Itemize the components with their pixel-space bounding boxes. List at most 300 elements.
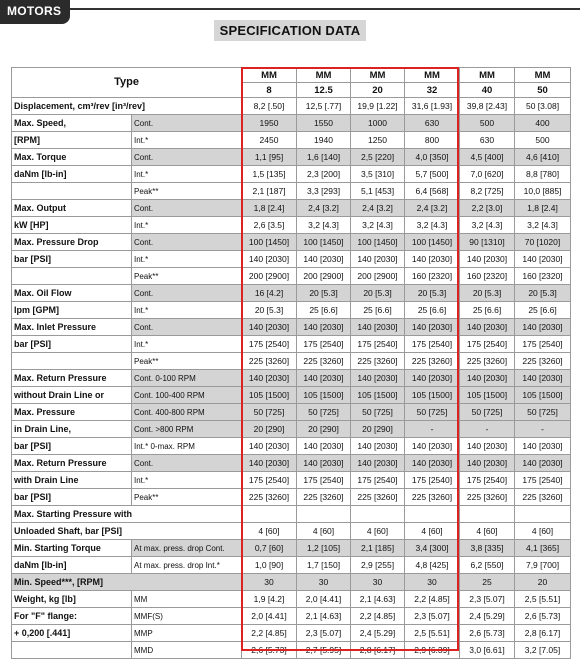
value-cell: 400: [515, 115, 571, 132]
value-cell: 20 [5.3]: [460, 285, 515, 302]
value-cell: 50 [725]: [460, 404, 515, 421]
value-cell: 12,5 [.77]: [297, 98, 351, 115]
value-cell: 100 [1450]: [242, 234, 297, 251]
value-cell: 5,7 [500]: [405, 166, 460, 183]
row-label: [12, 353, 132, 370]
value-cell: 630: [460, 132, 515, 149]
table-row: [12, 557, 571, 574]
row-condition: MM: [132, 591, 242, 608]
value-cell: 225 [3260]: [460, 353, 515, 370]
value-cell: 20 [290]: [242, 421, 297, 438]
value-cell: 140 [2030]: [515, 251, 571, 268]
value-cell: 2,6 [3.5]: [242, 217, 297, 234]
value-cell: 175 [2540]: [460, 336, 515, 353]
value-cell: -: [515, 421, 571, 438]
table-row: [12, 319, 571, 336]
table-row: [12, 387, 571, 404]
row-condition: Int.*: [132, 132, 242, 149]
model-size: 12.5: [297, 83, 351, 98]
value-cell: 4,0 [350]: [405, 149, 460, 166]
value-cell: 105 [1500]: [460, 387, 515, 404]
value-cell: -: [460, 421, 515, 438]
value-cell: 140 [2030]: [515, 438, 571, 455]
table-row: [12, 251, 571, 268]
value-cell: 2,3 [5.07]: [297, 625, 351, 642]
table-row: [12, 591, 571, 608]
row-label: Max. Output: [12, 200, 132, 217]
row-label: kW [HP]: [12, 217, 132, 234]
value-cell: 25: [460, 574, 515, 591]
value-cell: 140 [2030]: [351, 251, 405, 268]
value-cell: 2,4 [3.2]: [297, 200, 351, 217]
row-label: Max. Return Pressure: [12, 455, 132, 472]
value-cell: 140 [2030]: [405, 319, 460, 336]
value-cell: 225 [3260]: [242, 353, 297, 370]
value-cell: 100 [1450]: [297, 234, 351, 251]
value-cell: 4 [60]: [405, 523, 460, 540]
table-row: [12, 268, 571, 285]
value-cell: 225 [3260]: [515, 489, 571, 506]
value-cell: 6,4 [568]: [405, 183, 460, 200]
table-row: [12, 574, 571, 591]
row-label: with Drain Line: [12, 472, 132, 489]
value-cell: 175 [2540]: [405, 336, 460, 353]
value-cell: 105 [1500]: [405, 387, 460, 404]
row-condition: Peak**: [132, 268, 242, 285]
row-condition: Cont. 0-100 RPM: [132, 370, 242, 387]
value-cell: 4 [60]: [515, 523, 571, 540]
row-condition: Cont.: [132, 200, 242, 217]
value-cell: 10,0 [885]: [515, 183, 571, 200]
model-header: MM: [405, 68, 460, 83]
value-cell: 4,5 [400]: [460, 149, 515, 166]
value-cell: 2,1 [4.63]: [351, 591, 405, 608]
model-header: MM: [460, 68, 515, 83]
value-cell: 1,1 [95]: [242, 149, 297, 166]
value-cell: 1940: [297, 132, 351, 149]
value-cell: 50 [3.08]: [515, 98, 571, 115]
value-cell: 20 [5.3]: [515, 285, 571, 302]
value-cell: 3,3 [293]: [297, 183, 351, 200]
value-cell: 200 [2900]: [351, 268, 405, 285]
value-cell: 140 [2030]: [460, 251, 515, 268]
row-label: in Drain Line,: [12, 421, 132, 438]
row-condition: At max. press. drop Cont.: [132, 540, 242, 557]
value-cell: 630: [405, 115, 460, 132]
row-condition: Peak**: [132, 353, 242, 370]
value-cell: 30: [351, 574, 405, 591]
value-cell: 2,1 [185]: [351, 540, 405, 557]
value-cell: 140 [2030]: [405, 455, 460, 472]
value-cell: 140 [2030]: [242, 455, 297, 472]
value-cell: 1,2 [105]: [297, 540, 351, 557]
value-cell: 20: [515, 574, 571, 591]
model-header: MM: [297, 68, 351, 83]
value-cell: 50 [725]: [515, 404, 571, 421]
value-cell: 4,6 [410]: [515, 149, 571, 166]
value-cell: 2450: [242, 132, 297, 149]
value-cell: 225 [3260]: [297, 353, 351, 370]
row-condition: Int.*: [132, 336, 242, 353]
value-cell: 1,0 [90]: [242, 557, 297, 574]
value-cell: 3,2 [4.3]: [405, 217, 460, 234]
value-cell: 140 [2030]: [405, 438, 460, 455]
table-row: [12, 115, 571, 132]
value-cell: 3,8 [335]: [460, 540, 515, 557]
value-cell: 175 [2540]: [351, 336, 405, 353]
value-cell: 175 [2540]: [515, 336, 571, 353]
row-label: Min. Starting Torque: [12, 540, 132, 557]
table-row: [12, 438, 571, 455]
row-label: Max. Starting Pressure with: [12, 506, 242, 523]
value-cell: [405, 506, 460, 523]
value-cell: 200 [2900]: [297, 268, 351, 285]
specification-table: [11, 67, 571, 659]
row-condition: Int.*: [132, 472, 242, 489]
value-cell: 105 [1500]: [351, 387, 405, 404]
value-cell: 1950: [242, 115, 297, 132]
table-row: [12, 200, 571, 217]
value-cell: 1,7 [150]: [297, 557, 351, 574]
value-cell: 140 [2030]: [242, 438, 297, 455]
value-cell: 175 [2540]: [297, 472, 351, 489]
value-cell: 3,2 [7.05]: [515, 642, 571, 659]
value-cell: 2,4 [5.29]: [460, 608, 515, 625]
row-condition: Int.*: [132, 302, 242, 319]
row-label: Max. Pressure: [12, 404, 132, 421]
value-cell: 0,7 [60]: [242, 540, 297, 557]
value-cell: 140 [2030]: [242, 370, 297, 387]
value-cell: [460, 506, 515, 523]
value-cell: 140 [2030]: [297, 455, 351, 472]
value-cell: 1,9 [4.2]: [242, 591, 297, 608]
row-label: Min. Speed***, [RPM]: [12, 574, 242, 591]
value-cell: 140 [2030]: [460, 319, 515, 336]
value-cell: 2,3 [5.07]: [405, 608, 460, 625]
value-cell: 140 [2030]: [351, 438, 405, 455]
value-cell: 30: [405, 574, 460, 591]
brand-name: MOTORS: [7, 4, 62, 18]
value-cell: 2,6 [5.73]: [515, 608, 571, 625]
value-cell: 140 [2030]: [297, 319, 351, 336]
row-condition: Int.*: [132, 251, 242, 268]
value-cell: 2,2 [4.85]: [405, 591, 460, 608]
table-row: [12, 540, 571, 557]
row-label: Max. Torque: [12, 149, 132, 166]
value-cell: 140 [2030]: [351, 370, 405, 387]
value-cell: 50 [725]: [297, 404, 351, 421]
row-label: [12, 642, 132, 659]
value-cell: 7,9 [700]: [515, 557, 571, 574]
row-condition: Cont.: [132, 115, 242, 132]
value-cell: 140 [2030]: [515, 455, 571, 472]
row-label: For "F" flange:: [12, 608, 132, 625]
row-condition: Peak**: [132, 489, 242, 506]
value-cell: [297, 506, 351, 523]
table-row: [12, 642, 571, 659]
row-condition: Cont.: [132, 234, 242, 251]
table-row: [12, 455, 571, 472]
value-cell: 6,2 [550]: [460, 557, 515, 574]
model-size: 20: [351, 83, 405, 98]
row-label: daNm [lb-in]: [12, 166, 132, 183]
value-cell: 225 [3260]: [405, 489, 460, 506]
model-size: 8: [242, 83, 297, 98]
row-label: Max. Inlet Pressure: [12, 319, 132, 336]
value-cell: 175 [2540]: [242, 472, 297, 489]
row-condition: Int.* 0-max. RPM: [132, 438, 242, 455]
value-cell: 2,9 [6.39]: [405, 642, 460, 659]
table-row: [12, 302, 571, 319]
value-cell: 7,0 [620]: [460, 166, 515, 183]
model-header: MM: [351, 68, 405, 83]
row-condition: Cont.: [132, 319, 242, 336]
row-condition: Cont.: [132, 285, 242, 302]
model-size: 50: [515, 83, 571, 98]
value-cell: 140 [2030]: [405, 251, 460, 268]
row-condition: Cont. 100-400 RPM: [132, 387, 242, 404]
row-label: Max. Speed,: [12, 115, 132, 132]
value-cell: 1,8 [2.4]: [242, 200, 297, 217]
table-row: [12, 608, 571, 625]
value-cell: 2,2 [3.0]: [460, 200, 515, 217]
row-label: bar [PSI]: [12, 438, 132, 455]
value-cell: 30: [297, 574, 351, 591]
value-cell: 2,6 [5.73]: [242, 642, 297, 659]
value-cell: 4,1 [365]: [515, 540, 571, 557]
value-cell: 2,9 [255]: [351, 557, 405, 574]
value-cell: 1,6 [140]: [297, 149, 351, 166]
value-cell: 800: [405, 132, 460, 149]
value-cell: 1,8 [2.4]: [515, 200, 571, 217]
row-condition: Int.*: [132, 217, 242, 234]
row-label: [RPM]: [12, 132, 132, 149]
value-cell: 4 [60]: [351, 523, 405, 540]
value-cell: 175 [2540]: [460, 472, 515, 489]
value-cell: 140 [2030]: [460, 455, 515, 472]
value-cell: 140 [2030]: [460, 438, 515, 455]
value-cell: 160 [2320]: [515, 268, 571, 285]
value-cell: 225 [3260]: [460, 489, 515, 506]
value-cell: 3,0 [6.61]: [460, 642, 515, 659]
value-cell: 90 [1310]: [460, 234, 515, 251]
value-cell: 50 [725]: [405, 404, 460, 421]
value-cell: 1250: [351, 132, 405, 149]
table-row: [12, 166, 571, 183]
table-row: [12, 98, 571, 115]
value-cell: 3,2 [4.3]: [297, 217, 351, 234]
value-cell: 4 [60]: [460, 523, 515, 540]
value-cell: 140 [2030]: [297, 251, 351, 268]
value-cell: 2,6 [5.73]: [460, 625, 515, 642]
row-label: without Drain Line or: [12, 387, 132, 404]
row-label: bar [PSI]: [12, 336, 132, 353]
table-row: [12, 149, 571, 166]
table-row: [12, 489, 571, 506]
table-header-row: [12, 68, 571, 83]
row-label: Displacement, cm³/rev [in³/rev]: [12, 98, 242, 115]
value-cell: 225 [3260]: [351, 353, 405, 370]
value-cell: 31,6 [1.93]: [405, 98, 460, 115]
row-condition: Cont. 400-800 RPM: [132, 404, 242, 421]
value-cell: 2,5 [5.51]: [515, 591, 571, 608]
header-rule: [70, 8, 580, 10]
row-condition: MMD: [132, 642, 242, 659]
value-cell: 225 [3260]: [515, 353, 571, 370]
value-cell: 25 [6.6]: [351, 302, 405, 319]
model-size: 32: [405, 83, 460, 98]
value-cell: 105 [1500]: [297, 387, 351, 404]
row-condition: Int.*: [132, 166, 242, 183]
type-header: Type: [12, 68, 242, 98]
row-label: Unloaded Shaft, bar [PSI]: [12, 523, 242, 540]
value-cell: 5,1 [453]: [351, 183, 405, 200]
table-row: [12, 353, 571, 370]
value-cell: 20 [290]: [351, 421, 405, 438]
value-cell: 140 [2030]: [351, 319, 405, 336]
value-cell: 2,0 [4.41]: [297, 591, 351, 608]
row-label: [12, 268, 132, 285]
value-cell: 225 [3260]: [242, 489, 297, 506]
table-row: [12, 472, 571, 489]
value-cell: 50 [725]: [351, 404, 405, 421]
value-cell: 2,4 [5.29]: [351, 625, 405, 642]
row-condition: At max. press. drop Int.*: [132, 557, 242, 574]
value-cell: 140 [2030]: [460, 370, 515, 387]
value-cell: 50 [725]: [242, 404, 297, 421]
value-cell: 100 [1450]: [351, 234, 405, 251]
row-condition: MMF(S): [132, 608, 242, 625]
value-cell: 225 [3260]: [351, 489, 405, 506]
brand-logo: [0, 0, 70, 24]
value-cell: 4 [60]: [297, 523, 351, 540]
value-cell: 175 [2540]: [405, 472, 460, 489]
value-cell: 2,0 [4.41]: [242, 608, 297, 625]
value-cell: 500: [460, 115, 515, 132]
value-cell: 175 [2540]: [515, 472, 571, 489]
value-cell: 8,2 [.50]: [242, 98, 297, 115]
value-cell: 140 [2030]: [297, 370, 351, 387]
row-condition: Peak**: [132, 183, 242, 200]
value-cell: 2,8 [6.17]: [351, 642, 405, 659]
value-cell: 160 [2320]: [405, 268, 460, 285]
value-cell: 2,4 [3.2]: [351, 200, 405, 217]
table-row: [12, 506, 571, 523]
value-cell: 39,8 [2.43]: [460, 98, 515, 115]
value-cell: 2,5 [220]: [351, 149, 405, 166]
value-cell: 140 [2030]: [515, 370, 571, 387]
row-condition: Cont.: [132, 149, 242, 166]
value-cell: 8,8 [780]: [515, 166, 571, 183]
row-label: bar [PSI]: [12, 489, 132, 506]
value-cell: 4 [60]: [242, 523, 297, 540]
table-row: [12, 217, 571, 234]
value-cell: 20 [5.3]: [297, 285, 351, 302]
value-cell: 2,3 [5.07]: [460, 591, 515, 608]
value-cell: 175 [2540]: [297, 336, 351, 353]
value-cell: 3,2 [4.3]: [460, 217, 515, 234]
value-cell: 500: [515, 132, 571, 149]
value-cell: 19,9 [1.22]: [351, 98, 405, 115]
row-label: Weight, kg [lb]: [12, 591, 132, 608]
value-cell: 1,5 [135]: [242, 166, 297, 183]
row-label: lpm [GPM]: [12, 302, 132, 319]
value-cell: 3,2 [4.3]: [351, 217, 405, 234]
table-row: [12, 523, 571, 540]
value-cell: 140 [2030]: [242, 319, 297, 336]
table-row: [12, 132, 571, 149]
value-cell: 25 [6.6]: [460, 302, 515, 319]
value-cell: 2,2 [4.85]: [351, 608, 405, 625]
value-cell: 3,2 [4.3]: [515, 217, 571, 234]
value-cell: 160 [2320]: [460, 268, 515, 285]
value-cell: -: [405, 421, 460, 438]
value-cell: 3,4 [300]: [405, 540, 460, 557]
table-row: [12, 625, 571, 642]
value-cell: 3,5 [310]: [351, 166, 405, 183]
table-row: [12, 336, 571, 353]
row-label: Max. Pressure Drop: [12, 234, 132, 251]
table-row: [12, 404, 571, 421]
value-cell: 140 [2030]: [351, 455, 405, 472]
row-label: daNm [lb-in]: [12, 557, 132, 574]
value-cell: 100 [1450]: [405, 234, 460, 251]
value-cell: 20 [290]: [297, 421, 351, 438]
value-cell: 200 [2900]: [242, 268, 297, 285]
value-cell: 25 [6.6]: [515, 302, 571, 319]
value-cell: 2,8 [6.17]: [515, 625, 571, 642]
table-row: [12, 183, 571, 200]
page-title: SPECIFICATION DATA: [214, 20, 366, 41]
value-cell: [351, 506, 405, 523]
value-cell: 140 [2030]: [297, 438, 351, 455]
value-cell: [515, 506, 571, 523]
value-cell: 140 [2030]: [515, 319, 571, 336]
value-cell: 16 [4.2]: [242, 285, 297, 302]
value-cell: 105 [1500]: [242, 387, 297, 404]
value-cell: 2,4 [3.2]: [405, 200, 460, 217]
row-label: + 0,200 [.441]: [12, 625, 132, 642]
value-cell: 105 [1500]: [515, 387, 571, 404]
table-row: [12, 421, 571, 438]
value-cell: 140 [2030]: [242, 251, 297, 268]
table-row: [12, 285, 571, 302]
model-header: MM: [515, 68, 571, 83]
value-cell: 25 [6.6]: [297, 302, 351, 319]
value-cell: 2,2 [4.85]: [242, 625, 297, 642]
value-cell: 1550: [297, 115, 351, 132]
row-condition: MMP: [132, 625, 242, 642]
table-row: [12, 234, 571, 251]
value-cell: 2,3 [200]: [297, 166, 351, 183]
value-cell: 225 [3260]: [297, 489, 351, 506]
row-condition: Cont.: [132, 455, 242, 472]
row-label: bar [PSI]: [12, 251, 132, 268]
value-cell: 175 [2540]: [351, 472, 405, 489]
value-cell: 20 [5.3]: [242, 302, 297, 319]
value-cell: 8,2 [725]: [460, 183, 515, 200]
value-cell: 25 [6.6]: [405, 302, 460, 319]
value-cell: 4,8 [425]: [405, 557, 460, 574]
value-cell: 30: [242, 574, 297, 591]
value-cell: 175 [2540]: [242, 336, 297, 353]
value-cell: 140 [2030]: [405, 370, 460, 387]
row-label: Max. Return Pressure: [12, 370, 132, 387]
row-label: [12, 183, 132, 200]
value-cell: 2,1 [187]: [242, 183, 297, 200]
row-label: Max. Oil Flow: [12, 285, 132, 302]
value-cell: 1000: [351, 115, 405, 132]
